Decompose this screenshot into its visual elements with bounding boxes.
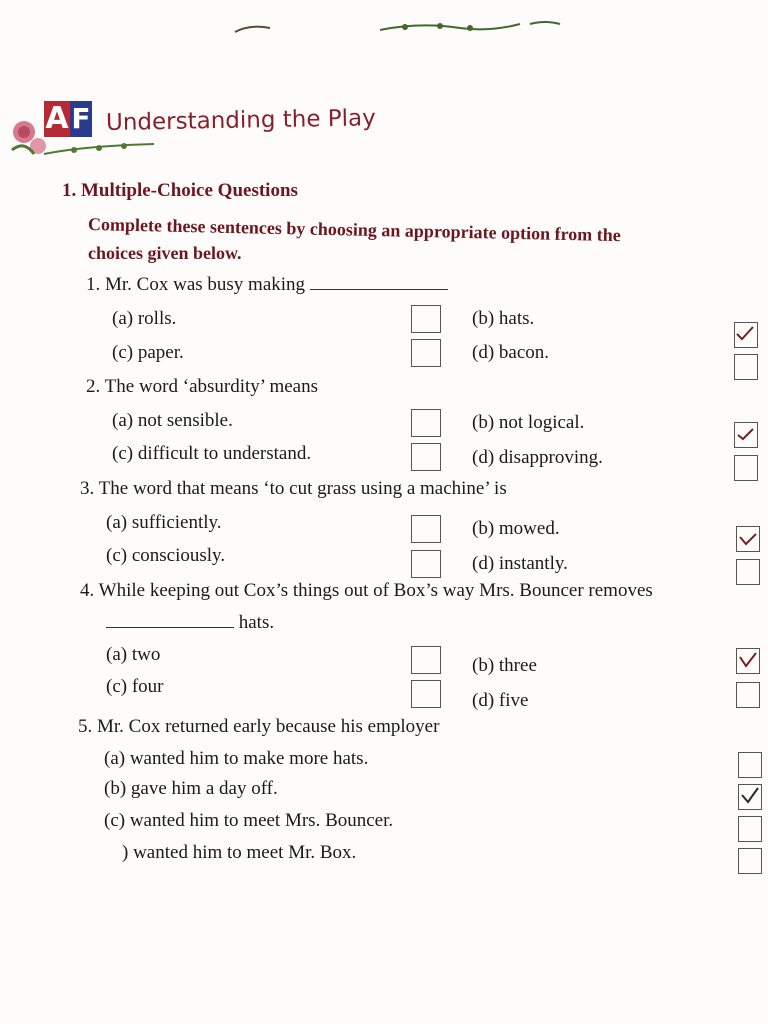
checkbox-1d[interactable] <box>734 354 758 380</box>
checkmark-icon <box>737 649 759 671</box>
question-2 <box>86 376 318 398</box>
question-text: Mr. Cox returned early because his employer <box>97 716 440 737</box>
checkbox-5a[interactable] <box>738 752 762 778</box>
checkbox-3c[interactable] <box>411 550 441 578</box>
checkbox-3a[interactable] <box>411 515 441 543</box>
option-3b: (b) mowed. <box>472 518 560 539</box>
option-2d: (d) disapproving. <box>472 447 603 468</box>
checkbox-2d[interactable] <box>734 455 758 481</box>
checkbox-5c[interactable] <box>738 816 762 842</box>
section-heading <box>62 180 298 202</box>
checkmark-icon <box>739 785 761 807</box>
answer-blank <box>106 627 234 628</box>
section-title: Multiple-Choice Questions <box>81 180 298 201</box>
checkbox-4a[interactable] <box>411 646 441 674</box>
checkbox-2a[interactable] <box>411 409 441 437</box>
option-1c: (c) paper. <box>112 342 184 363</box>
badge-letter-f: F <box>71 102 91 135</box>
option-2a: (a) not sensible. <box>112 410 233 431</box>
checkbox-2c[interactable] <box>411 443 441 471</box>
question-number: 1. <box>86 274 101 295</box>
option-3d: (d) instantly. <box>472 553 568 574</box>
option-2b: (b) not logical. <box>472 412 585 433</box>
checkbox-1a[interactable] <box>411 305 441 333</box>
checkbox-3d[interactable] <box>736 559 760 585</box>
option-2c: (c) difficult to understand. <box>112 443 312 464</box>
question-4-continued <box>106 612 274 634</box>
question-number: 2. <box>86 376 101 397</box>
question-text: The word that means ‘to cut grass using a machine’ is <box>98 478 507 499</box>
answer-blank <box>310 289 448 290</box>
checkbox-5d[interactable] <box>738 848 762 874</box>
option-5c: (c) wanted him to meet Mrs. Bouncer. <box>104 810 394 831</box>
badge-letter-a: A <box>45 101 69 136</box>
question-text: While keeping out Cox’s things out of Box’s way Mrs. Bouncer removes <box>98 580 653 601</box>
checkbox-4d[interactable] <box>736 682 760 708</box>
option-4c: (c) four <box>106 676 164 697</box>
question-text-continued: hats. <box>238 612 275 633</box>
option-4b: (b) three <box>472 655 537 676</box>
question-5 <box>78 716 439 738</box>
question-text: The word ‘absurdity’ means <box>104 376 319 397</box>
option-3a: (a) sufficiently. <box>106 512 222 533</box>
option-5d: ) wanted him to meet Mr. Box. <box>122 842 357 863</box>
question-number: 5. <box>78 716 93 737</box>
checkmark-icon <box>734 322 756 344</box>
question-number: 4. <box>80 580 95 601</box>
question-number: 3. <box>80 478 95 499</box>
checkmark-icon <box>735 423 757 445</box>
top-flourish-decoration <box>230 14 570 40</box>
instruction-line-2: choices given below. <box>88 243 242 263</box>
option-4d: (d) five <box>472 690 529 711</box>
checkmark-icon <box>737 527 759 549</box>
question-4 <box>80 580 653 602</box>
option-1d: (d) bacon. <box>472 342 550 363</box>
option-5b: (b) gave him a day off. <box>104 778 278 799</box>
question-3 <box>80 478 507 500</box>
page-title: Understanding the Play <box>105 105 376 136</box>
option-1b: (b) hats. <box>472 308 535 329</box>
checkbox-4c[interactable] <box>411 680 441 708</box>
option-4a: (a) two <box>106 644 161 665</box>
option-5a: (a) wanted him to make more hats. <box>104 748 369 769</box>
question-1 <box>86 274 448 296</box>
question-text: Mr. Cox was busy making <box>105 274 306 295</box>
section-badge <box>44 101 94 137</box>
section-number: 1. <box>62 180 77 201</box>
checkbox-1c[interactable] <box>411 339 441 367</box>
instruction-line-1: Complete these sentences by choosing an appropriate option from the <box>87 214 621 246</box>
option-1a: (a) rolls. <box>112 308 177 329</box>
option-3c: (c) consciously. <box>106 545 226 566</box>
